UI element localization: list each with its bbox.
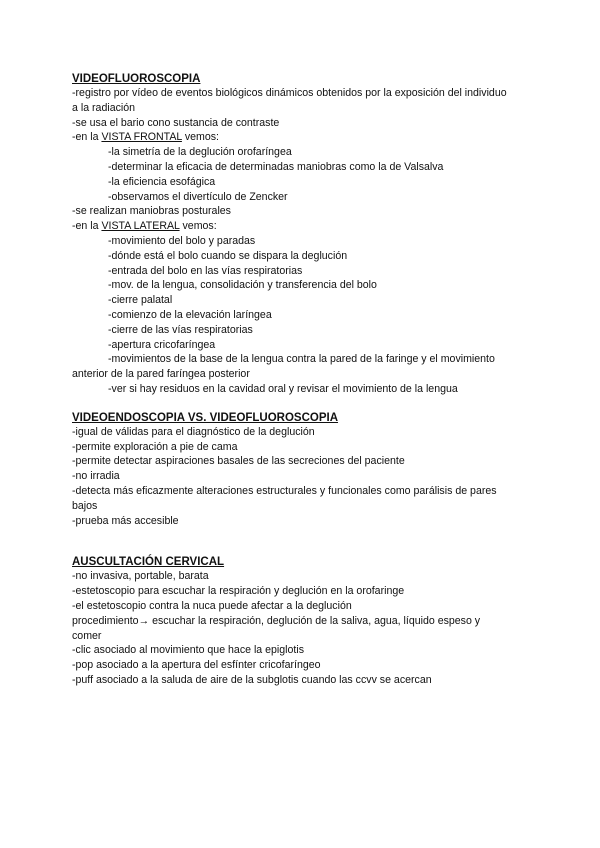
text-fragment: -en la	[72, 131, 102, 144]
text-line: -puff asociado a la saluda de aire de la subglotis cuando las ccvv se acercan	[72, 673, 432, 686]
underlined-term: VISTA FRONTAL	[101, 131, 182, 144]
section-title: AUSCULTACIÓN CERVICAL	[72, 556, 225, 569]
text-line: -permite exploración a pie de cama	[72, 440, 238, 453]
text-line: -se usa el bario cono sustancia de contraste	[72, 116, 280, 129]
list-item: -cierre de las vías respiratorias	[108, 323, 253, 336]
list-item: -la eficiencia esofágica	[108, 175, 216, 188]
text-line: -prueba más accesible	[72, 514, 179, 527]
section-spacer	[72, 528, 540, 555]
text-line: a la radiación	[72, 101, 136, 114]
section-spacer	[72, 397, 540, 411]
list-item: -apertura cricofaríngea	[108, 338, 216, 351]
section-videofluoroscopia	[72, 72, 540, 397]
text-line	[72, 130, 540, 145]
text-line: bajos	[72, 499, 98, 512]
list-item: -cierre palatal	[108, 294, 173, 307]
text-fragment: vemos:	[181, 131, 219, 144]
text-line: -el estetoscopio contra la nuca puede afectar a la deglución	[72, 599, 352, 612]
list-item-continuation: anterior de la pared faríngea posterior	[72, 368, 250, 381]
section-title: VIDEOENDOSCOPIA VS. VIDEOFLUOROSCOPIA	[72, 411, 339, 424]
list-item: -entrada del bolo en las vías respiratorias	[108, 264, 303, 277]
text-fragment: vemos:	[179, 220, 217, 233]
text-line: -registro por vídeo de eventos biológicos dinámicos obtenidos por la exposición del individuo	[72, 87, 507, 99]
list-item: -dónde está el bolo cuando se dispara la deglución	[108, 249, 348, 262]
section-title: VIDEOFLUOROSCOPIA	[72, 73, 201, 85]
underlined-term: VISTA LATERAL	[101, 220, 180, 233]
list-item: -observamos el divertículo de Zencker	[108, 190, 288, 203]
text-line	[72, 219, 540, 234]
list-item: -mov. de la lengua, consolidación y transferencia del bolo	[108, 279, 377, 292]
list-item: -comienzo de la elevación laríngea	[108, 308, 272, 321]
text-line: -igual de válidas para el diagnóstico de la deglución	[72, 425, 315, 438]
text-line: -permite detectar aspiraciones basales de las secreciones del paciente	[72, 455, 405, 468]
text-line: -clic asociado al movimiento que hace la epiglotis	[72, 644, 305, 657]
text-line: -detecta más eficazmente alteraciones estructurales y funcionales como parálisis de pares	[72, 484, 497, 497]
list-item: -movimiento del bolo y paradas	[108, 234, 256, 247]
text-line: -no irradia	[72, 470, 120, 483]
text-line: -se realizan maniobras posturales	[72, 205, 231, 218]
list-item: -la simetría de la deglución orofaríngea	[108, 146, 292, 159]
text-fragment: -en la	[72, 220, 102, 233]
text-line: procedimiento→ escuchar la respiración, deglución de la saliva, agua, líquido espeso y	[72, 614, 481, 627]
list-item: -movimientos de la base de la lengua contra la pared de la faringe y el movimiento	[108, 353, 495, 366]
text-line: -no invasiva, portable, barata	[72, 570, 209, 583]
text-line: comer	[72, 629, 102, 642]
list-item: -ver si hay residuos en la cavidad oral y revisar el movimiento de la lengua	[108, 382, 458, 395]
section-auscultacion-cervical	[72, 555, 540, 687]
text-line: -estetoscopio para escuchar la respiración y deglución en la orofaringe	[72, 585, 405, 598]
text-line: -pop asociado a la apertura del esfínter cricofaríngeo	[72, 659, 321, 672]
list-item: -determinar la eficacia de determinadas maniobras como la de Valsalva	[108, 160, 444, 173]
section-videoendoscopia-vs-videofluoroscopia	[72, 411, 540, 529]
